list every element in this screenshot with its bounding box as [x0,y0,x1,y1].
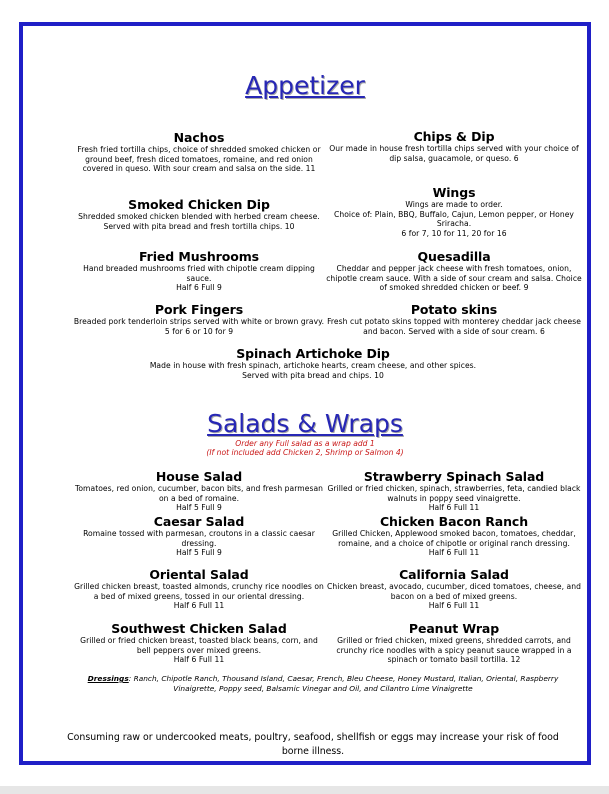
menu-item-potato-skins [326,302,582,336]
item-name: Peanut Wrap [408,621,500,636]
item-name: Pork Fingers [154,302,244,317]
wrap-note: Order any Full salad as a wrap add 1 [235,439,375,448]
menu-item-quesadilla [326,249,582,293]
menu-item-southwest-chicken-salad [73,621,325,665]
item-price: Half 6 Full 11 [428,601,480,611]
menu-item-smoked-chicken-dip [73,197,325,231]
item-desc: Grilled or fried chicken, mixed greens, shredded carrots, and crunchy rice noodles with a spicy peanut sauce wrapped in a spinach or tomato basil tortilla. 12 [336,636,572,665]
item-desc: Hand breaded mushrooms fried with chipotle cream dipping sauce. [83,264,315,283]
item-desc: Grilled or fried chicken breast, toasted black beans, corn, and bell peppers over mixed greens. [80,636,318,655]
item-desc: Grilled chicken breast, toasted almonds, crunchy rice noodles on a bed of mixed greens, tossed in our oriental dressing. [74,582,324,601]
menu-item-caesar-salad [73,514,325,558]
menu-border-frame [19,22,591,765]
item-desc: Tomatoes, red onion, cucumber, bacon bits, and fresh parmesan on a bed of romaine. [74,484,324,503]
menu-item-wings [326,185,582,238]
menu-item-oriental-salad [73,567,325,611]
menu-item-nachos [73,130,325,174]
dressings-list [83,674,563,694]
item-name: Nachos [173,130,225,145]
item-name: Chicken Bacon Ranch [379,514,529,529]
item-price: 5 for 6 or 10 for 9 [164,326,234,336]
item-desc-choices: Choice of: Plain, BBQ, Buffalo, Cajun, Lemon pepper, or Honey Sriracha. [334,209,574,229]
item-desc: Romaine tossed with parmesan, croutons in a classic caesar dressing. [83,529,315,548]
item-price: Half 5 Full 9 [176,548,222,558]
item-desc: Grilled Chicken, Applewood smoked bacon, tomatoes, cheddar, romaine, and a choice of chipotle or original ranch dressing. [332,529,576,548]
item-price: Half 6 Full 11 [428,548,480,558]
dressings-label: Dressings [87,674,129,683]
appetizer-title: Appetizer [245,71,365,100]
menu-item-spinach-artichoke-dip [123,346,503,380]
item-desc: Fresh fried tortilla chips, choice of shredded smoked chicken or ground beef, fresh diced tomatoes, romaine, and red onion covered in queso. With sour cream and salsa on the side. 11 [77,145,321,174]
item-name: House Salad [155,469,243,484]
item-name: Quesadilla [417,249,491,264]
item-name: Wings [432,185,476,200]
item-price: Half 6 Full 9 [176,283,222,293]
menu-item-house-salad [73,469,325,513]
item-desc: Our made in house fresh tortilla chips served with your choice of dip salsa, guacamole, or queso. 6 [329,144,579,163]
item-name: Caesar Salad [153,514,245,529]
dressings-text: : Ranch, Chipotle Ranch, Thousand Island, Caesar, French, Bleu Cheese, Honey Mustard, Italian, Oriental, Raspberry Vinaigrette, Poppy seed, Balsamic Vinegar and Oil, and Cilantro Lime Vinaigrette [128,674,559,693]
menu-item-fried-mushrooms [73,249,325,293]
item-desc: Shredded smoked chicken blended with herbed cream cheese. Served with pita bread and fresh tortilla chips. 10 [78,212,320,231]
item-name: Spinach Artichoke Dip [236,346,390,361]
item-name: Chips & Dip [413,129,495,144]
item-desc: Fresh cut potato skins topped with monterey cheddar jack cheese and bacon. Served with a side of sour cream. 6 [327,317,581,336]
menu-item-peanut-wrap [326,621,582,665]
item-name: Smoked Chicken Dip [128,197,270,212]
item-desc: Wings are made to order. [405,200,503,209]
item-name: Southwest Chicken Salad [111,621,287,636]
item-desc-serving: Served with pita bread and chips. 10 [242,370,384,380]
food-safety-disclaimer: Consuming raw or undercooked meats, poultry, seafood, shellfish or eggs may increase your risk of food borne illness. [67,732,559,757]
item-desc: Breaded pork tenderloin strips served with white or brown gravy. [73,317,325,326]
menu-item-chips-dip [326,129,582,163]
item-name: Potato skins [410,302,498,317]
item-price: Half 6 Full 11 [173,655,225,665]
protein-note: (If not included add Chicken 2, Shrimp or Salmon 4) [206,448,404,457]
item-name: Fried Mushrooms [139,249,259,264]
menu-item-strawberry-spinach-salad [326,469,582,513]
item-price: Half 5 Full 9 [176,503,222,513]
salads-wraps-title: Salads & Wraps [207,409,403,438]
item-name: Strawberry Spinach Salad [363,469,545,484]
item-desc: Grilled or fried chicken, spinach, strawberries, feta, candied black walnuts in poppy seed vinaigrette. [327,484,581,503]
menu-item-pork-fingers [73,302,325,336]
item-desc: Chicken breast, avocado, cucumber, diced tomatoes, cheese, and bacon on a bed of mixed greens. [327,582,581,601]
item-desc: Made in house with fresh spinach, artichoke hearts, cream cheese, and other spices. [149,361,477,370]
item-price: 6 for 7, 10 for 11, 20 for 16 [401,228,507,238]
item-name: California Salad [399,567,509,582]
item-price: Half 6 Full 11 [428,503,480,513]
menu-item-california-salad [326,567,582,611]
item-desc: Cheddar and pepper jack cheese with fresh tomatoes, onion, chipotle cream sauce. With a side of sour cream and salsa. Choice of smoked shredded chicken or beef. 9 [326,264,582,293]
item-price: Half 6 Full 11 [173,601,225,611]
item-name: Oriental Salad [149,567,249,582]
menu-item-chicken-bacon-ranch [326,514,582,558]
